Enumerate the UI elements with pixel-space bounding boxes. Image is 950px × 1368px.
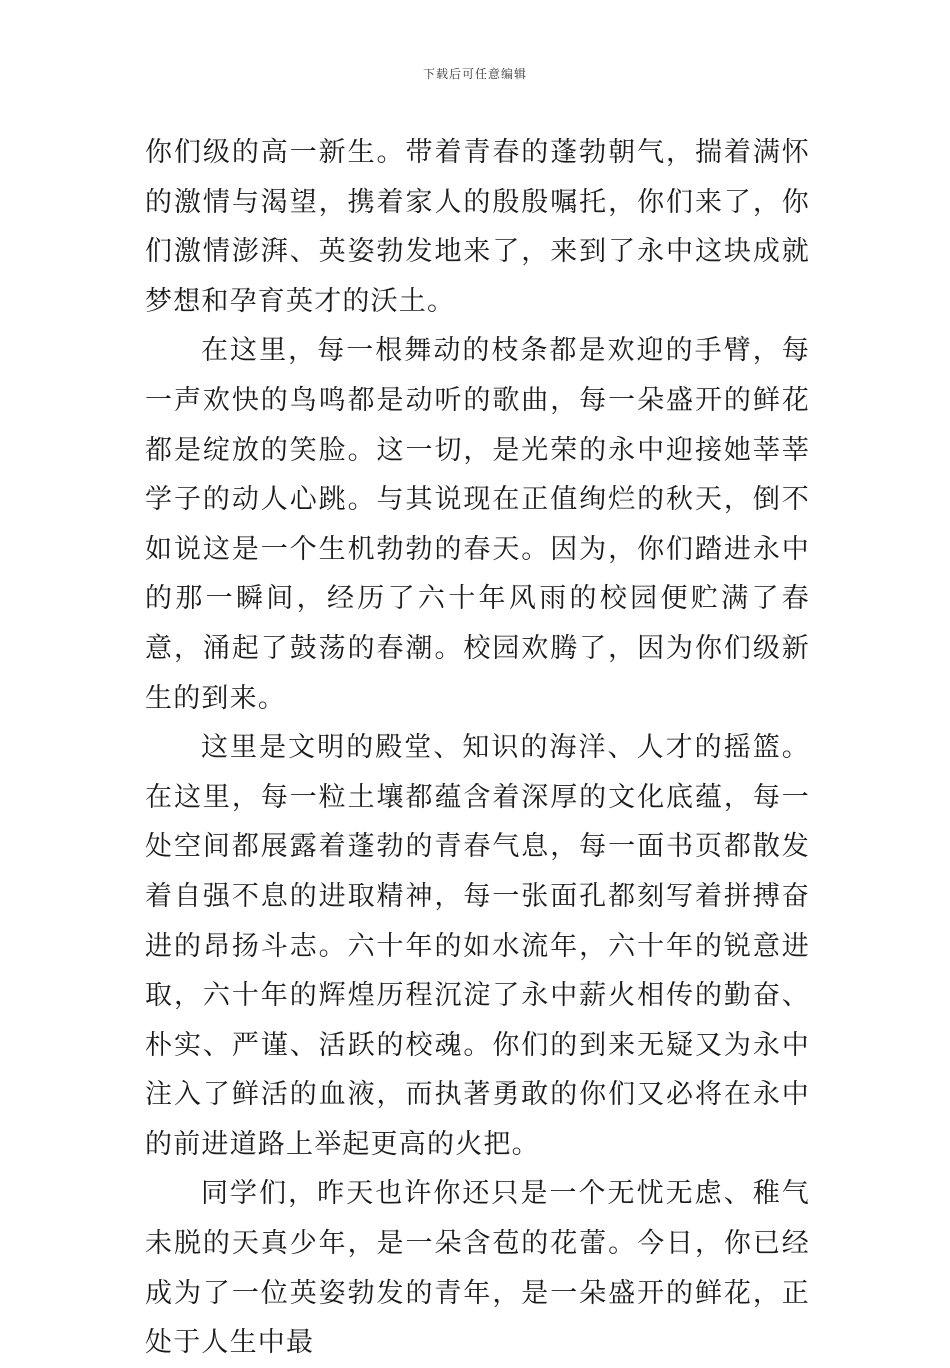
page-header: 下载后可任意编辑 xyxy=(422,67,527,81)
paragraph-1: 你们级的高一新生。带着青春的蓬勃朝气，揣着满怀的激情与渴望，携着家人的殷殷嘱托，你们来了，你们激情澎湃、英姿勃发地来了，来到了永中这块成就梦想和孕育英才的沃土。 xyxy=(145,137,810,317)
paragraph-3: 这里是文明的殿堂、知识的海洋、人才的摇篮。在这里，每一粒土壤都蕴含着深厚的文化底蕴，每一处空间都展露着蓬勃的青春气息，每一面书页都散发着自强不息的进取精神，每一张面孔都刻写着拼搏奋进的昂扬斗志。六十年的如水流年，六十年的锐意进取，六十年的辉煌历程沉淀了永中薪火相传的勤奋、朴实、严谨、活跃的校魂。你们的到来无疑又为永中注入了鲜活的血液，而执著勇敢的你们又必将在永中的前进道路上举起更高的火把。 xyxy=(145,732,810,1160)
paragraph-4: 同学们，昨天也许你还只是一个无忧无虑、稚气未脱的天真少年，是一朵含苞的花蕾。今日，你已经成为了一位英姿勃发的青年，是一朵盛开的鲜花，正处于人生中最 xyxy=(145,1178,810,1359)
paragraph-2: 在这里，每一根舞动的枝条都是欢迎的手臂，每一声欢快的鸟鸣都是动听的歌曲，每一朵盛开的鲜花都是绽放的笑脸。这一切，是光荣的永中迎接她莘莘学子的动人心跳。与其说现在正值绚烂的秋天，倒不如说这是一个生机勃勃的春天。因为，你们踏进永中的那一瞬间，经历了六十年风雨的校园便贮满了春意，涌起了鼓荡的春潮。校园欢腾了，因为你们级新生的到来。 xyxy=(145,335,810,714)
body-text xyxy=(145,128,810,1368)
